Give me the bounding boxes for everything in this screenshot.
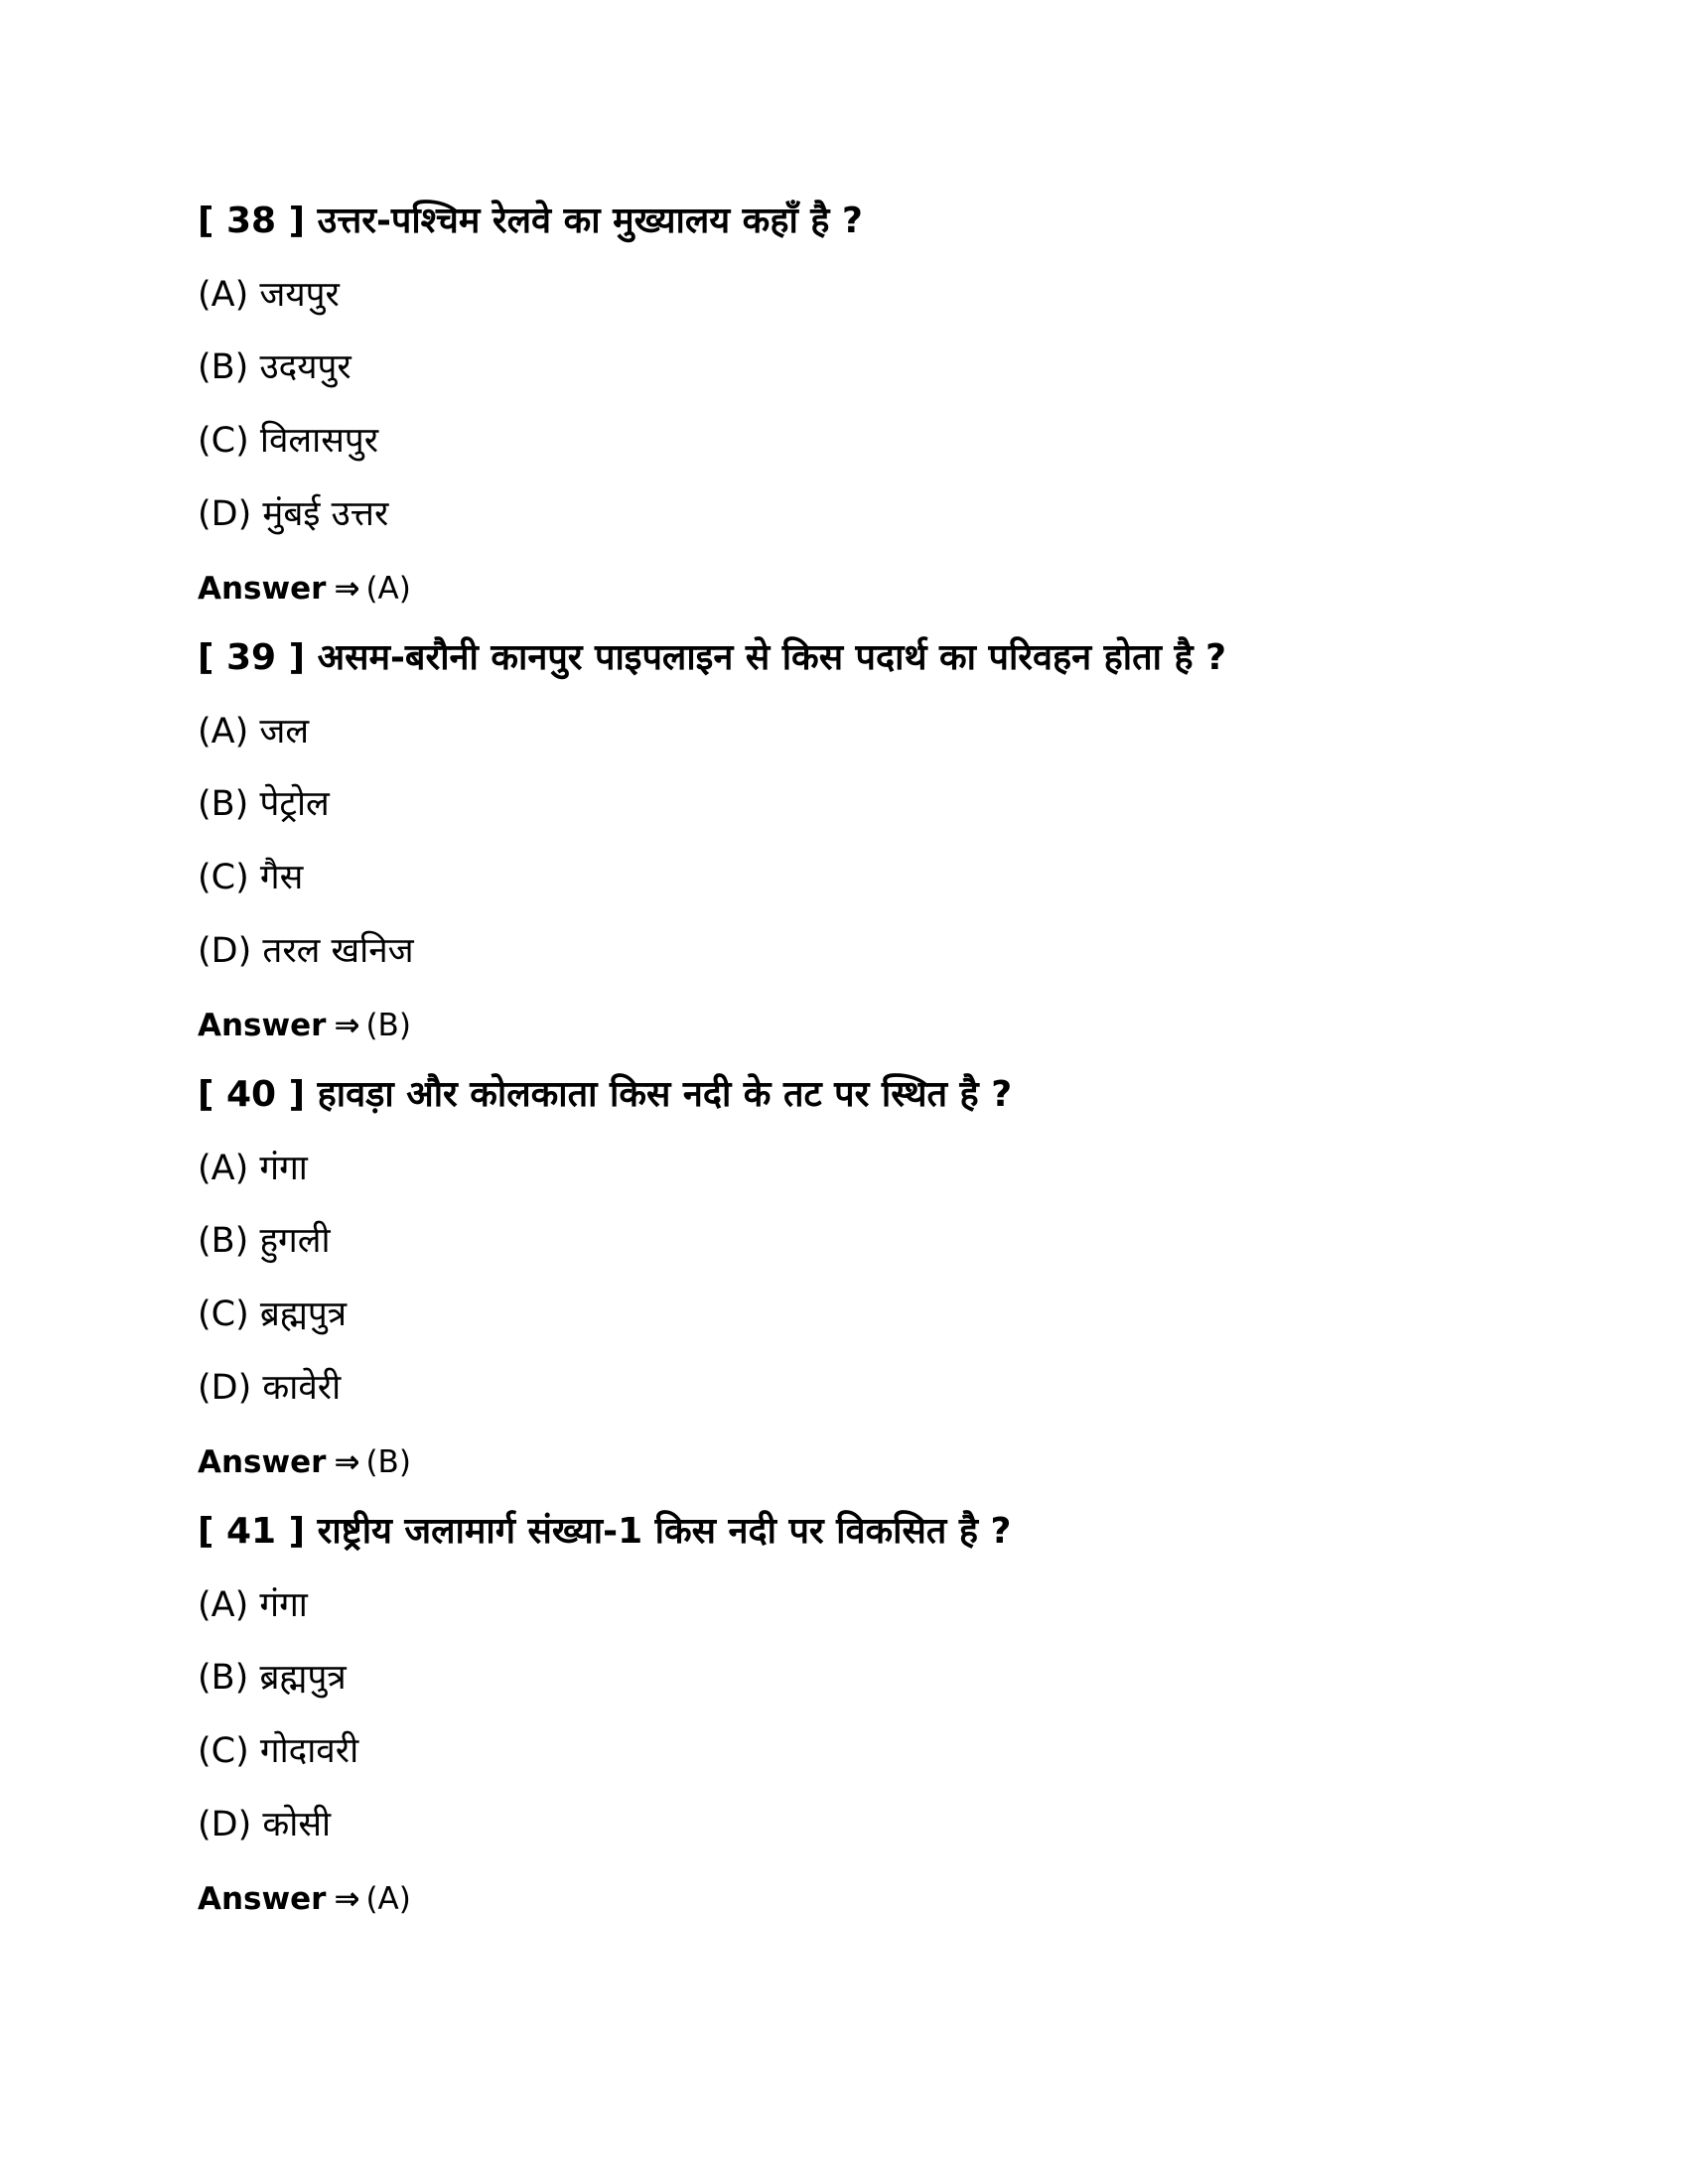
- option-41-c: (C) गोदावरी: [198, 1731, 359, 1771]
- question-text: उत्तर-पश्चिम रेलवे का मुख्यालय कहाँ है ?: [317, 201, 863, 241]
- question-number: [ 39 ]: [198, 637, 306, 678]
- option-39-c: (C) गैस: [198, 858, 304, 897]
- option-41-a: (A) गंगा: [198, 1585, 308, 1625]
- answer-38: [198, 571, 411, 607]
- question-40: [198, 1074, 1013, 1115]
- option-40-c: (C) ब्रह्मपुत्र: [198, 1295, 348, 1334]
- question-text: हावड़ा और कोलकाता किस नदी के तट पर स्थित है ?: [317, 1074, 1013, 1115]
- answer-label: Answer: [198, 1881, 327, 1917]
- answer-label: Answer: [198, 1444, 327, 1480]
- option-40-d: (D) कावेरी: [198, 1368, 342, 1408]
- option-40-b: (B) हुगली: [198, 1221, 331, 1261]
- answer-value: (A): [365, 1881, 411, 1917]
- question-38: [198, 201, 863, 241]
- option-39-d: (D) तरल खनिज: [198, 931, 414, 971]
- option-41-d: (D) कोसी: [198, 1805, 332, 1844]
- option-38-a: (A) जयपुर: [198, 275, 340, 315]
- answer-arrow: ⇒: [334, 1008, 360, 1043]
- option-38-d: (D) मुंबई उत्तर: [198, 494, 389, 534]
- question-text: असम-बरौनी कानपुर पाइपलाइन से किस पदार्थ का परिवहन होता है ?: [317, 637, 1226, 678]
- option-40-a: (A) गंगा: [198, 1149, 308, 1188]
- option-39-a: (A) जल: [198, 712, 310, 751]
- question-number: [ 40 ]: [198, 1074, 306, 1115]
- question-41: [198, 1511, 1012, 1552]
- question-number: [ 38 ]: [198, 201, 306, 241]
- answer-41: [198, 1881, 411, 1917]
- question-text: राष्ट्रीय जलामार्ग संख्या-1 किस नदी पर विकसित है ?: [317, 1511, 1012, 1552]
- option-38-c: (C) विलासपुर: [198, 421, 379, 461]
- answer-value: (B): [365, 1444, 411, 1480]
- answer-arrow: ⇒: [334, 1881, 360, 1917]
- answer-arrow: ⇒: [334, 1444, 360, 1480]
- answer-arrow: ⇒: [334, 571, 360, 607]
- question-39: [198, 637, 1226, 678]
- answer-39: [198, 1008, 411, 1043]
- document-page: [198, 0, 1588, 2184]
- answer-value: (B): [365, 1008, 411, 1043]
- option-38-b: (B) उदयपुर: [198, 347, 352, 387]
- answer-label: Answer: [198, 1008, 327, 1043]
- answer-label: Answer: [198, 571, 327, 607]
- answer-value: (A): [365, 571, 411, 607]
- option-39-b: (B) पेट्रोल: [198, 784, 330, 824]
- answer-40: [198, 1444, 411, 1480]
- question-number: [ 41 ]: [198, 1511, 306, 1552]
- option-41-b: (B) ब्रह्मपुत्र: [198, 1658, 347, 1698]
